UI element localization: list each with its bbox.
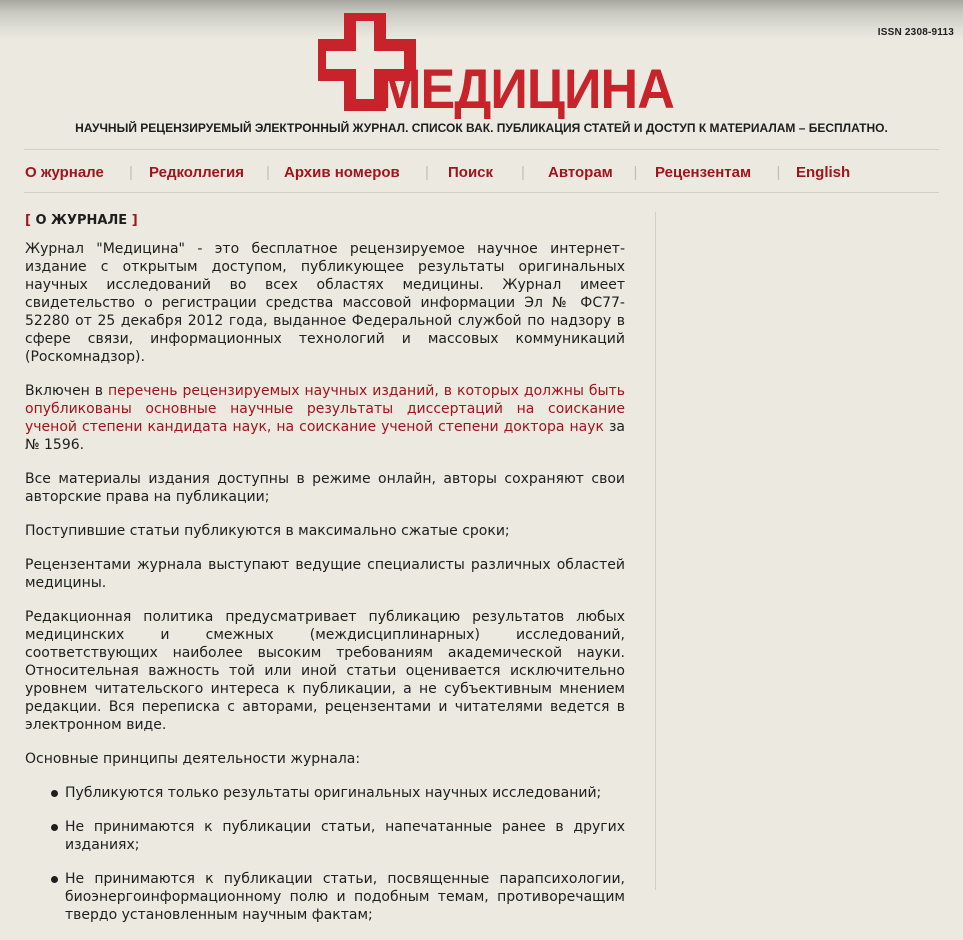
editorial-policy-paragraph: Редакционная политика предусматривает публикацию результатов любых медицинских и смежных (междисциплинарных) исследований, соответствующих наиболее высоким требованиям академической науки. Относительная важность той или иной статьи оценивается исключительно уровнем читательского интереса к публикации, а не субъективным мнением редакции. Вся переписка с авторами, рецензентами и читателями ведется в электронном виде.	[25, 609, 625, 733]
nav-divider-top	[24, 149, 939, 150]
principles-list	[25, 784, 625, 924]
principles-heading: Основные принципы деятельности журнала:	[25, 751, 361, 767]
vak-list-link[interactable]: перечень рецензируемых научных изданий, в которых должны быть опубликованы основные научные результаты диссертаций на соискание ученой степени кандидата наук, на соискание ученой степени доктора наук	[25, 383, 625, 435]
vak-suffix: за № 1596.	[25, 419, 625, 453]
bracket-open: [	[25, 213, 31, 228]
nav-separator: |	[521, 163, 525, 181]
nav-separator: |	[425, 163, 429, 181]
bracket-close: ]	[131, 213, 138, 228]
logo-text: МЕДИЦИНА	[378, 57, 674, 120]
nav-separator: |	[776, 163, 781, 181]
bullet-icon	[51, 824, 58, 831]
site-logo[interactable]	[318, 13, 674, 120]
main-nav	[25, 162, 850, 182]
bullet-icon	[51, 790, 58, 797]
list-item-text: Не принимаются к публикации статьи, посвященные парапсихологии, биоэнергоинформационному полю и подобным темам, противоречащим твердо установленным научным фактам;	[65, 871, 625, 923]
main-content	[25, 212, 625, 940]
online-paragraph: Все материалы издания доступны в режиме онлайн, авторы сохраняют свои авторские права на публикации;	[25, 471, 625, 505]
bullet-icon	[51, 876, 58, 883]
reviewers-paragraph: Рецензентами журнала выступают ведущие специалисты различных областей медицины.	[25, 557, 625, 591]
nav-item-authors[interactable]: Авторам	[548, 163, 613, 181]
issn-label: ISSN 2308-9113	[877, 27, 954, 38]
vak-paragraph	[25, 382, 625, 454]
nav-item-about[interactable]: О журнале	[25, 163, 104, 181]
nav-item-english[interactable]: English	[796, 163, 851, 181]
list-item-text: Не принимаются к публикации статьи, напечатанные ранее в других изданиях;	[65, 819, 625, 853]
list-item	[25, 870, 625, 924]
section-title	[25, 212, 625, 230]
nav-separator: |	[633, 163, 638, 181]
nav-item-archive[interactable]: Архив номеров	[284, 163, 400, 181]
intro-paragraph: Журнал "Медицина" - это бесплатное рецензируемое научное интернет-издание с открытым доступом, публикующее результаты оригинальных научных исследований во всех областях медицины. Журнал имеет свидетельство о регистрации средства массовой информации Эл № ФС77-52280 от 25 декабря 2012 года, выданное Федеральной службой по надзору в сфере связи, информационных технологий и массовых коммуникаций (Роскомнадзор).	[25, 241, 625, 365]
publishing-speed-paragraph: Поступившие статьи публикуются в максимально сжатые сроки;	[25, 523, 510, 539]
nav-item-reviewers[interactable]: Рецензентам	[655, 163, 752, 181]
list-item	[25, 818, 625, 854]
nav-divider-bottom	[24, 192, 939, 193]
list-item	[25, 784, 625, 802]
list-item-text: Публикуются только результаты оригинальных научных исследований;	[65, 785, 602, 801]
vak-prefix: Включен в	[25, 383, 108, 399]
section-title-text: О ЖУРНАЛЕ	[35, 213, 128, 228]
nav-item-search[interactable]: Поиск	[448, 163, 494, 181]
nav-separator: |	[129, 163, 133, 181]
column-divider	[655, 212, 656, 890]
nav-item-editorial-board[interactable]: Редколлегия	[149, 163, 245, 181]
journal-tagline: НАУЧНЫЙ РЕЦЕНЗИРУЕМЫЙ ЭЛЕКТРОННЫЙ ЖУРНАЛ. СПИСОК ВАК. ПУБЛИКАЦИЯ СТАТЕЙ И ДОСТУП К МАТЕРИАЛАМ – БЕСПЛАТНО.	[75, 121, 888, 135]
nav-separator: |	[266, 163, 270, 181]
